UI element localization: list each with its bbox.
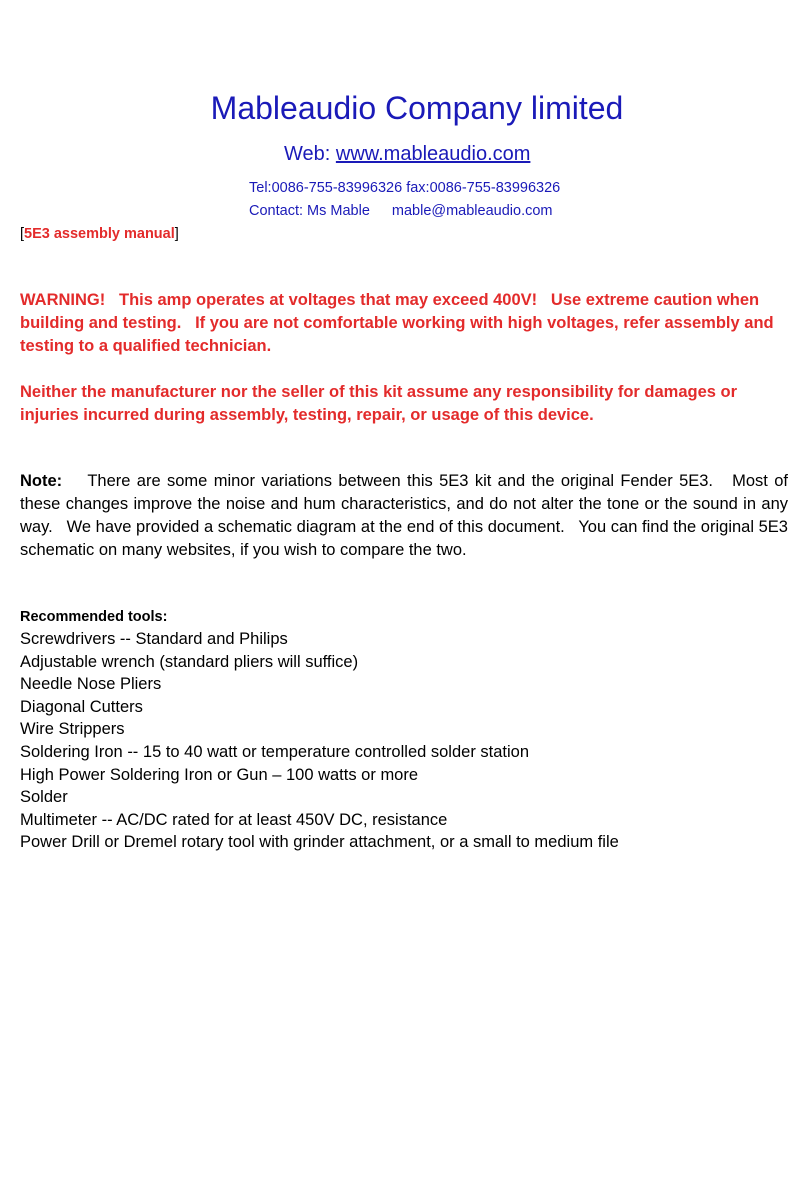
contact-email[interactable]: mable@mableaudio.com: [391, 203, 553, 219]
warning-paragraph: WARNING! This amp operates at voltages that may exceed 400V! Use extreme caution when building and testing. If you are not comfortable working with high voltages, refer assembly and testing to a qualified technician.: [20, 291, 779, 355]
open-bracket: [: [20, 226, 25, 242]
manual-title-text: 5E3 assembly manual: [24, 226, 175, 242]
website-line: [284, 140, 530, 168]
tel-fax-line: Tel:0086-755-83996326 fax:0086-755-83996326: [249, 180, 561, 196]
manual-title: [20, 224, 179, 244]
liability-paragraph: Neither the manufacturer nor the seller of this kit assume any responsibility for damages or injuries incurred during assembly, testing, repair, or usage of this device.: [20, 383, 738, 424]
list-item: Adjustable wrench (standard pliers will suffice): [20, 652, 359, 671]
tools-list: [20, 628, 619, 854]
warning-block: [20, 289, 790, 450]
list-item: Wire Strippers: [20, 720, 125, 739]
list-item: Power Drill or Dremel rotary tool with grinder attachment, or a small to medium file: [20, 833, 619, 852]
close-bracket: ]: [174, 226, 179, 242]
note-paragraph: [20, 470, 793, 562]
list-item: Screwdrivers -- Standard and Philips: [20, 630, 288, 648]
note-label: Note:: [20, 472, 63, 490]
list-item: Diagonal Cutters: [20, 697, 143, 716]
list-item: Needle Nose Pliers: [20, 675, 162, 694]
note-text: There are some minor variations between this 5E3 kit and the original Fender 5E3. Most of these changes improve the noise and hum characteristics, and do not alter the tone or the sound in any way. We have provided a schematic diagram at the end of this document. You can find the original 5E3 schematic on many websites, if you wish to compare the two.: [20, 472, 793, 559]
web-label: Web:: [284, 143, 336, 165]
website-link[interactable]: www.mableaudio.com: [335, 143, 531, 165]
list-item: Solder: [20, 788, 68, 807]
contact-line: [249, 201, 553, 221]
list-item: Multimeter -- AC/DC rated for at least 450V DC, resistance: [20, 810, 448, 829]
tools-heading: Recommended tools:: [20, 609, 168, 625]
list-item: Soldering Iron -- 15 to 40 watt or temperature controlled solder station: [20, 742, 530, 761]
contact-name: Contact: Ms Mable: [249, 203, 370, 219]
company-name: Mableaudio Company limited: [210, 90, 624, 126]
list-item: High Power Soldering Iron or Gun – 100 watts or more: [20, 765, 419, 784]
